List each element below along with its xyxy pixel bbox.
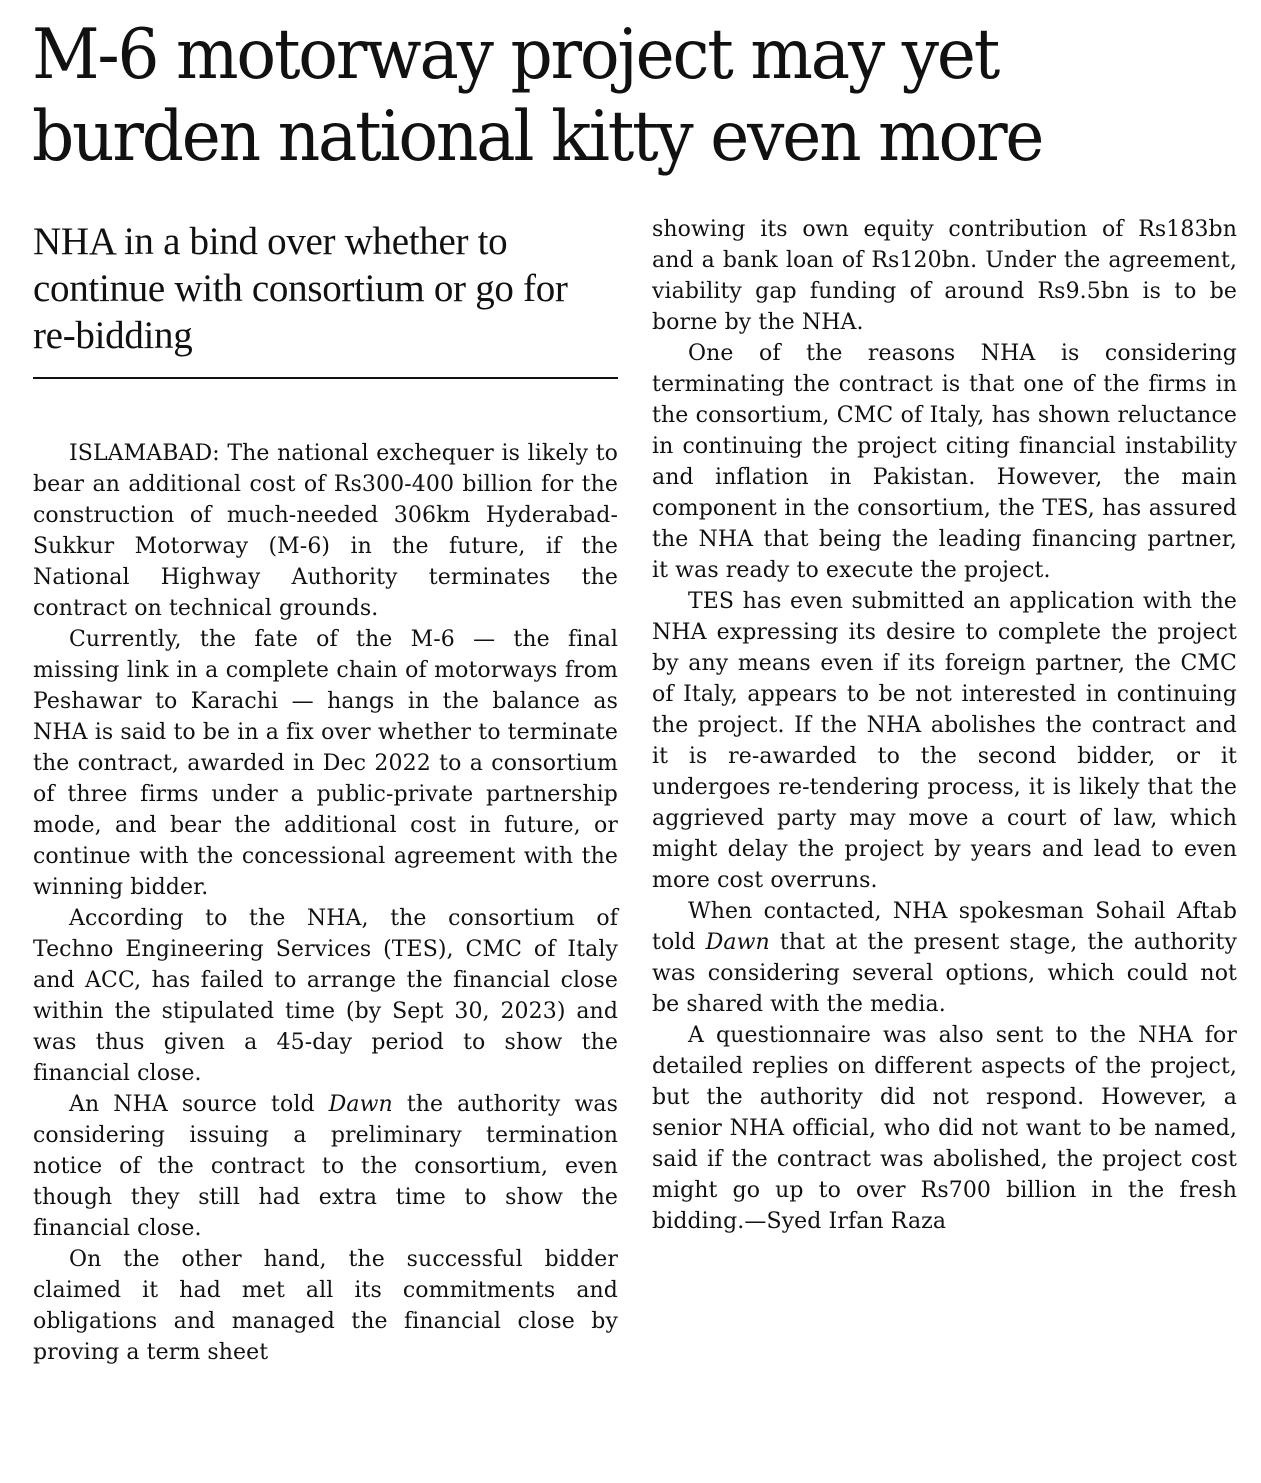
text-run: An NHA source told	[69, 1092, 329, 1117]
publication-name: Dawn	[328, 1092, 393, 1117]
paragraph: According to the NHA, the consortium of Techno Engineering Services (TES), CMC of Italy and ACC, has failed to arrange the financial close within the stipulated time (by Sept 30, 2023) and was thus given a 45-day period to show the financial close.	[33, 906, 618, 1086]
text-run: that at the present stage, the authority was considering several options, which could not be shared with the media.	[652, 930, 1237, 1017]
paragraph: A questionnaire was also sent to the NHA for detailed replies on different aspects of the project, but the authority did not respond. However, a senior NHA official, who did not want to be named, said if the contract was abolished, the project cost might go up to over Rs700 billion in the fresh bidding.—Syed Irfan Raza	[652, 1023, 1237, 1234]
left-column	[33, 214, 618, 1368]
paragraph-continuation: showing its own equity contribution of Rs183bn and a bank loan of Rs120bn. Under the agreement, viability gap funding of around Rs9.5bn is to be borne by the NHA.	[652, 217, 1237, 335]
article-body-right	[652, 214, 1237, 1237]
paragraph: One of the reasons NHA is considering terminating the contract is that one of the firms in the consortium, CMC of Italy, has shown reluctance in continuing the project citing financial instability and inflation in Pakistan. However, the main component in the consortium, the TES, has assured the NHA that being the leading financing partner, it was ready to execute the project.	[652, 341, 1237, 583]
paragraph	[652, 896, 1237, 1020]
paragraph: Currently, the fate of the M-6 — the final missing link in a complete chain of motorways from Peshawar to Karachi — hangs in the balance as NHA is said to be in a fix over whether to terminate the contract, awarded in Dec 2022 to a consortium of three firms under a public-private partnership mode, and bear the additional cost in future, or continue with the concessional agreement with the winning bidder.	[33, 627, 618, 900]
subhead: NHA in a bind over whether to continue with consortium or go for re-bidding	[33, 218, 618, 379]
paragraph	[33, 1089, 618, 1244]
publication-name: Dawn	[705, 930, 770, 955]
headline: M-6 motorway project may yet burden national kitty even more	[32, 14, 1043, 177]
article-body-left	[33, 438, 618, 1368]
text-run: When contacted, NHA spokesman Sohail Aftab told	[652, 899, 1237, 955]
right-column	[652, 214, 1237, 1237]
paragraph: On the other hand, the successful bidder claimed it had met all its commitments and obligations and managed the financial close by proving a term sheet	[33, 1247, 618, 1365]
paragraph: ISLAMABAD: The national exchequer is likely to bear an additional cost of Rs300-400 billion for the construction of much-needed 306km Hyderabad-Sukkur Motorway (M-6) in the future, if the National Highway Authority terminates the contract on technical grounds.	[33, 441, 618, 621]
paragraph: TES has even submitted an application with the NHA expressing its desire to complete the project by any means even if its foreign partner, the CMC of Italy, appears to be not interested in continuing the project. If the NHA abolishes the contract and it is re-awarded to the second bidder, or it undergoes re-tendering process, it is likely that the aggrieved party may move a court of law, which might delay the project by years and lead to even more cost overruns.	[652, 589, 1237, 893]
text-run: the authority was considering issuing a preliminary termination notice of the contract to the consortium, even though they still had extra time to show the financial close.	[33, 1092, 618, 1241]
